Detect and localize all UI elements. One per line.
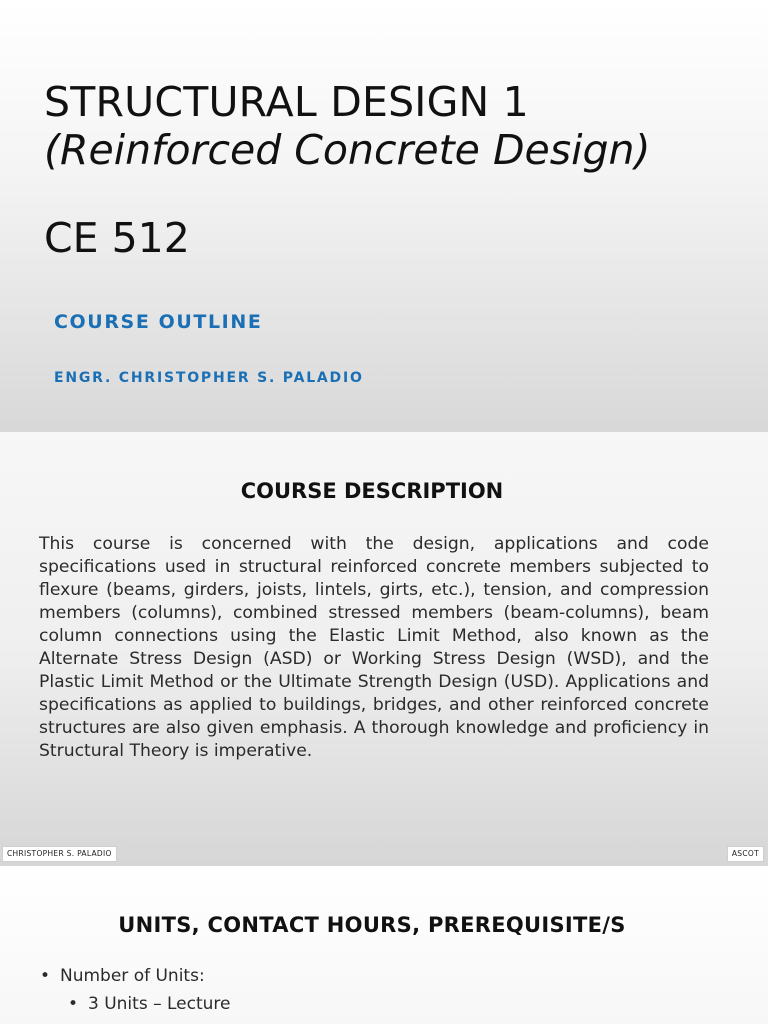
course-code: CE 512 [44, 214, 190, 262]
course-description-slide [0, 432, 768, 866]
section-heading: UNITS, CONTACT HOURS, PREREQUISITE/S [118, 913, 626, 937]
bullet-icon: • [68, 994, 79, 1014]
course-outline-label: COURSE OUTLINE [54, 311, 263, 333]
course-subtitle: (Reinforced Concrete Design) [44, 126, 651, 174]
list-item-text: 3 Units – Lecture [88, 994, 231, 1014]
description-paragraph: This course is concerned with the design, applications and code specifications used in structural reinforced concrete members subjected to flexure (beams, girders, joists, lintels, girts, etc.), tension, and compression members (columns), combined stressed members (beam-columns), beam column connections using the Elastic Limit Method, also known as the Alternate Stress Design (ASD) or Working Stress Design (WSD), and the Plastic Limit Method or the Ultimate Strength Design (USD). Applications and specifications as applied to buildings, bridges, and other reinforced concrete structures are also given emphasis. A thorough knowledge and proficiency in Structural Theory is imperative. [39, 534, 709, 761]
footer-author: CHRISTOPHER S. PALADIO [2, 846, 117, 862]
footer-institution: ASCOT [727, 846, 764, 862]
author-name: ENGR. CHRISTOPHER S. PALADIO [54, 370, 364, 386]
units-slide [0, 866, 768, 1024]
course-title: STRUCTURAL DESIGN 1 [44, 78, 529, 126]
section-heading: COURSE DESCRIPTION [240, 479, 504, 503]
list-item [68, 994, 230, 1014]
list-item-text: Number of Units: [60, 966, 205, 986]
title-slide [0, 0, 768, 432]
bullet-icon: • [40, 966, 51, 986]
list-item [40, 966, 205, 986]
